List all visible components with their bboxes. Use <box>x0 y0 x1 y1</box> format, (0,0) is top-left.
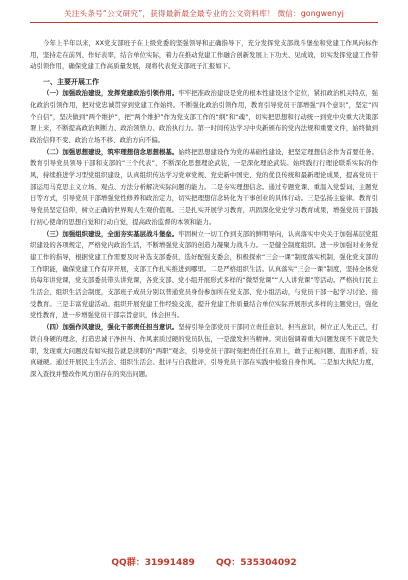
paragraph-4 <box>30 322 378 381</box>
intro-paragraph: 今年上半年以来，XX党支部班子在上级党委的坚强领导和正确指导下，充分发挥党支部战斗堡垒和党建工作风向标作用，坚持走在前列、作好表率，结合单位实际，着力在推动党建工作融合创新发展上下功夫、见成效，切实发挥党建工作带动引领作用，确保党建工作高质量发展，现将代表党支部班子汇报如下。 <box>30 39 378 71</box>
section-title: 一、主要开展工作 <box>43 78 99 87</box>
document-body <box>30 38 378 381</box>
paragraph-2 <box>30 147 378 229</box>
paragraph-1-body: 牢牢把准政治建设是党的根本性建设这个定位，紧扣政治机关特点，强化政治引领作用，把对党忠诚贯穿到党建工作始终。不断强化政治引领作用，教育引导党员干部增强“四个意识”，坚定“四个自信”，坚决做到“两个维护”，把“两个维护”作为党支部工作的“纲”和“魂”，切实把思想和行动统一到党中央重大决策部署上来，不断提高政治判断力、政治领悟力、政治执行力。第一时间传达学习中央新颁布的党内法规和重要文件，始终做到政治信仰不变、政治立场不移、政治方向不偏。 <box>30 89 379 144</box>
paragraph-4-body: 坚持引导全部党员干部同立责任意识、担当意识，树立正人先正己，打铁自身硬的理念，打造忠诚干净担当、作风素质过硬的党员队伍，一是激发担当精神。突出强调着重大问题发现不下就是失职，发现重大问题没有如实报告就是渎职的“两职”观念，引导党员干部时刻把责任扛在肩上，敢于正视问题、直面矛盾，较真碰硬。通过开展民主生活会、组织生活会、批评与自我批评，引导党员干部在实践中检验自身作风。二是加大执纪力度，深入查找并整改作风方面存在的突出问题。 <box>30 323 379 378</box>
paragraph-1 <box>30 88 378 147</box>
header-divider <box>30 22 378 23</box>
footer-qq-group: QQ群：31991489 <box>111 558 195 568</box>
footer-qq: QQ：535304092 <box>215 558 297 568</box>
footer-contact <box>0 555 408 568</box>
paragraph-3 <box>30 229 378 323</box>
paragraph-2-body: 始终把思想建设作为党的基础性建设，把坚定理想信念作为首要任务。教育引导党员领导干部和支部的“三个代表”，不断深化思想理论武装，一是深化理论武装。始终践行行理论联系实际的作风，持续推进学习型党组织建设，认真组织传达学习党章党规、党史新中国史、党的优良传统和最新理论成果，提高党员干部运用马克思主义立场、观点、方法分析解决实际问题的能力。二是夯实理想信念。通过专题党课、重温入党誓词、主题党日等方式，引导党员干部增强党性修养和政治定力，切实把理想信念转化为干事创业的具体行动。三是弘扬主旋律。教育引导党员坚定信仰，树立正确的世界观人生观价值观。三是扎实开展学习教育，巩固深化党史学习教育成果，增强党员干部践行初心使命的思想自觉和行动自觉，提高政治监督的本领和能力。 <box>30 147 379 226</box>
paragraph-2-heading: （二）加强思想建设，筑牢理想信念思想根基。 <box>43 147 179 156</box>
paragraph-3-heading: （三）加强组织建设，全面夯实基层战斗堡垒。 <box>43 229 179 238</box>
header-banner: 关注头条号“公文研究”，获得最新最全最专业的公文资料库！ 微信：gongwenyj <box>63 9 345 18</box>
paragraph-4-heading: （四）加强作风建设，强化干部责任担当意识。 <box>43 323 179 332</box>
paragraph-3-body: 牢固树立一切工作到支部的鲜明导向，认真落实中央关于加强基层党组织建设的各项规定，严格党内政治生活，不断增强党支部的创造力凝聚力战斗力。一是健全制度组织。进一步加强对业务党建工作的指导，根据党建工作需要及时补选支部委员，选好配强支委会，积极探索“三会一课”制度落实机制，强化党支部的工作职能，确保党建工作有序开展，支部工作扎实推进到哪里。二是严格组织生活。认真落实“三会一课”制度，坚持全体党员每年讲党课，党支部委员带头讲党课，各党支部、党小组开展形式多样的“微型党课”“人人讲党课”等活动。严格执行民主生活会、组织生活会制度，支部班子成员分别以普通党员身份参加所在党支部、党小组活动，与党员干部一起学习讨论、接受教育。三是丰富党建活动。组织开展党建工作经验交流，提升党建工作质量结合单位实际开展形式多样的主题党日，强化党性教育，进一步增强党员干部宗旨意识，体会担当。 <box>30 229 379 320</box>
paragraph-1-heading: （一）加强政治建设，发挥党建政治引领作用。 <box>43 89 179 98</box>
